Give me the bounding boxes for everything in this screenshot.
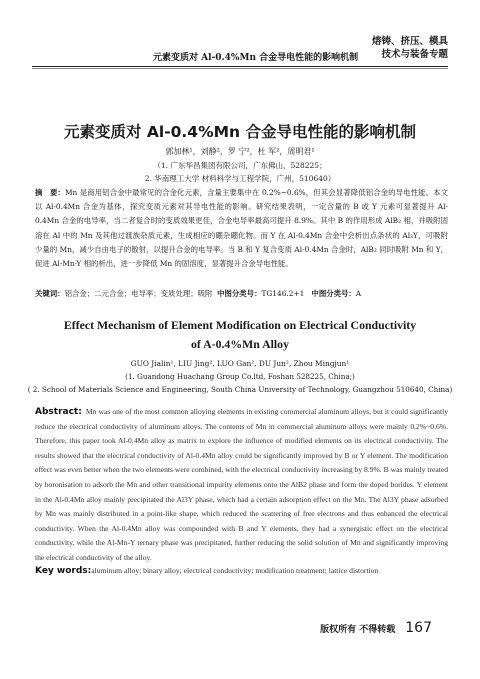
- chinese-keywords-label: 关键词：: [35, 289, 65, 298]
- english-title-line1: Effect Mechanism of Element Modification on Electrical Conductivity: [63, 318, 417, 332]
- chinese-abstract: [35, 186, 448, 271]
- english-keywords: [35, 566, 455, 576]
- english-title-line2: of A-0.4%Mn Alloy: [191, 337, 289, 351]
- section-label-line2: 技术与装备专题: [381, 49, 448, 60]
- chinese-keywords-text: 铝合金；二元合金；电导率；变质处理；吸附: [64, 289, 213, 298]
- english-title: [0, 316, 480, 354]
- english-keywords-text: aluminum alloy; binary alloy; electrical conductivity; modification treatment; lattice distortion: [91, 566, 379, 575]
- section-label-line1: 熔铸、挤压、模具: [371, 36, 448, 47]
- english-abstract-label: Abstract:: [35, 407, 82, 417]
- english-authors: GUO Jialin¹, LIU Jing², LUO Gan², DU Jun², Zhou Mingjun¹: [130, 359, 350, 368]
- document-code: A: [355, 289, 362, 298]
- chinese-abstract-label: 摘 要：: [35, 188, 65, 197]
- english-affiliation-2: ( 2. School of Materials Science and Engineering, South China University of Technology, Guangzhou 510640, China): [27, 385, 453, 394]
- clc-label: 中图分类号：: [217, 289, 262, 298]
- copyright-notice: 版权所有 不得转载: [320, 625, 396, 635]
- chinese-affiliation-2: 2. 华南理工大学 材料科学与工程学院，广州，510640）: [144, 174, 336, 183]
- page-number: 167: [405, 620, 432, 636]
- header-divider: [32, 66, 448, 67]
- chinese-title: 元素变质对 Al-0.4%Mn 合金导电性能的影响机制: [64, 123, 416, 141]
- section-label: [372, 35, 448, 61]
- header-divider-thin: [32, 68, 448, 69]
- english-keywords-label: Key words:: [35, 566, 92, 576]
- running-title: 元素变质对 Al-0.4%Mn 合金导电性能的影响机制: [153, 53, 359, 63]
- chinese-affiliation-1: （1. 广东华昌集团有限公司，广东佛山，528225；: [153, 161, 327, 170]
- page-footer: [320, 620, 432, 636]
- clc-number: TG146.2+1: [261, 289, 305, 298]
- english-affiliation-1: (1. Guandong Huachang Group Co.ltd, Foshan 528225, China;): [125, 372, 355, 381]
- chinese-authors: 郭加林¹，刘静²，罗 宁²，杜 军²，周明君¹: [165, 147, 315, 156]
- english-abstract: [35, 405, 448, 566]
- english-abstract-text: Mn was one of the most common alloying elements in existing commercial aluminum alloys, but it could significantly reduce the electrical conductivity of aluminum alloys. The contents of Mn in commercial aluminum alloys were mainly 0.2%~0.6%. Therefore, this paper took Al-0.4Mn alloy as matrix to explore the influence of modified elements on its electrical conductivity. The results showed that the electrical conductivity of Al-0.4Mn alloy could be significantly improved by B or Y element. The modification effect was even better when the two elements were combined, with the electrical conductivity increasing by 8.9%. B was mainly treated by boronisation to adsorb the Mn and other transitional impurity elements onto the AlB2 phase and form the doped borides. Y element in the Al-0.4Mn alloy mainly precipitated the Al3Y phase, which had a certain adsorption effect on the Mn. The Al3Y phase adsorbed by Mn was mainly distributed in a point-like shape, which reduced the scattering of free electrons and thus enhanced the electrical conductivity. When the Al-0.4Mn alloy was compounded with B and Y elements, they had a synergistic effect on the electrical conductivity, while the Al-Mn-Y ternary phase was precipitated, further reducing the solid solution of Mn and significantly improving the electrical conductivity of the alloy.: [35, 407, 448, 562]
- chinese-keywords: [35, 288, 455, 300]
- document-code-label: 中图分类号：: [311, 289, 356, 298]
- chinese-abstract-text: Mn 是商用铝合金中最常见的合金化元素，含量主要集中在 0.2%~0.6%，但其会显著降低铝合金的导电性能。本文以 Al-0.4Mn 合金为基体，探究变质元素对其导电性能的影响。研究结果表明，一定含量的 B 或 Y 元素可显著提升 Al-0.4Mn 合金的电导率，当二者复合时的变质效果更佳，合金电导率最高可提升 8.9%。其中 B 的作用形成 AlB₂ 相，并吸附固溶在 Al 中的 Mn 及其他过渡族杂质元素，生成相应的硼杂硼化物。而 Y 在 Al-0.4Mn 合金中会析出点条状的 Al₃Y，可吸附少量的 Mn，减少自由电子的散射，以提升合金的电导率。当 B 和 Y 复合变质 Al-0.4Mn 合金时，AlB₂ 同时吸附 Mn 和 Y，促进 Al-Mn-Y 相的析出，进一步降低 Mn 的固溶度，显著提升合金导电性能。: [35, 188, 448, 269]
